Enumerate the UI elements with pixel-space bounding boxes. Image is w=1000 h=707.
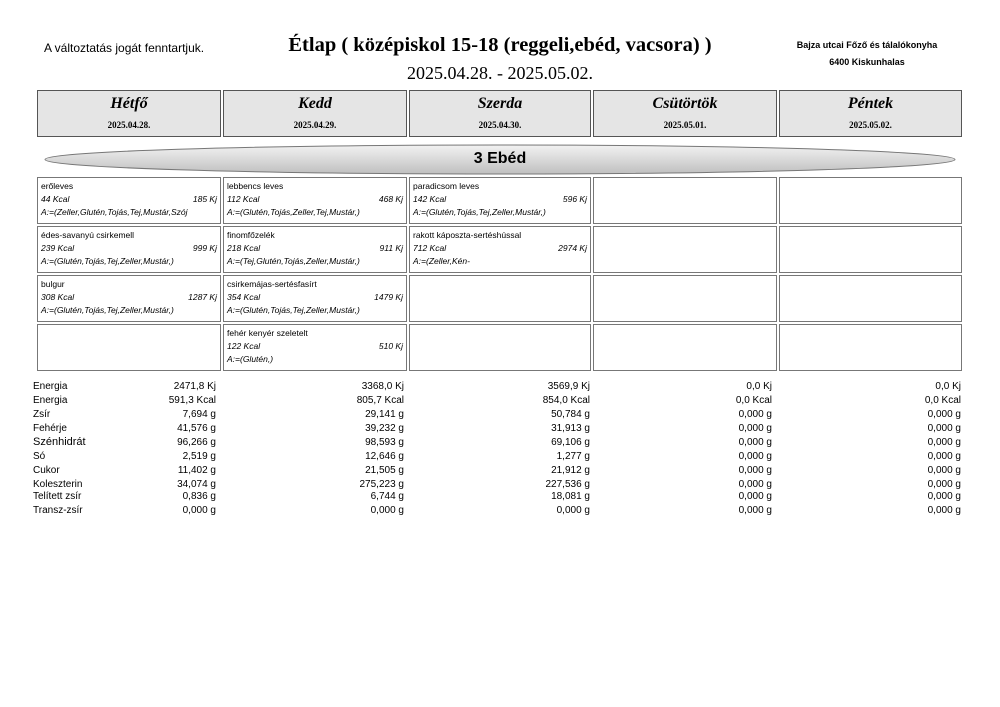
- nutrient-label: Fehérje: [33, 423, 67, 434]
- dish-allergens: A:=(Tej,Glutén,Tojás,Zeller,Mustár,): [227, 256, 360, 266]
- nutrient-value: 854,0 Kcal: [542, 395, 590, 406]
- dish-energy-row: [227, 243, 403, 253]
- dish-energy-row: [227, 341, 403, 351]
- dish-kcal: 218 Kcal: [227, 243, 261, 253]
- dish-allergens: A:=(Glutén,Tojás,Tej,Zeller,Mustár,): [413, 207, 546, 217]
- nutrient-value: 0,000 g: [738, 491, 772, 502]
- page-title: Étlap ( középiskol 15-18 (reggeli,ebéd, vacsora) ): [288, 34, 712, 56]
- nutrient-value: 0,000 g: [927, 437, 961, 448]
- nutrient-value: 31,913 g: [551, 423, 590, 434]
- date-range: 2025.04.28. - 2025.05.02.: [407, 63, 593, 83]
- dish-cell: [409, 324, 591, 371]
- nutrition-summary: [0, 381, 1000, 521]
- dish-kj: 911 Kj: [379, 243, 403, 253]
- nutrient-value: 0,000 g: [927, 505, 961, 516]
- dish-name: paradicsom leves: [413, 181, 480, 191]
- org-address: 6400 Kiskunhalas: [829, 57, 905, 67]
- nutrient-value: 11,402 g: [177, 465, 216, 476]
- day-date: 2025.04.30.: [478, 120, 522, 130]
- nutrient-label: Transz-zsír: [33, 505, 83, 516]
- dish-allergens: A:=(Glutén,Tojás,Zeller,Tej,Mustár,): [227, 207, 360, 217]
- dish-cell: [593, 275, 777, 322]
- dish-kj: 1287 Kj: [188, 292, 217, 302]
- day-date: 2025.05.02.: [849, 120, 892, 130]
- dish-name: bulgur: [41, 279, 65, 289]
- dish-name: rakott káposzta-sertéshússal: [413, 230, 522, 240]
- dish-kj: 1479 Kj: [374, 292, 403, 302]
- day-name: Szerda: [477, 95, 523, 112]
- dish-cell: [593, 324, 777, 371]
- nutrient-value: 96,266 g: [177, 437, 216, 448]
- dish-cell: [409, 226, 591, 273]
- dish-name: fehér kenyér szeletelt: [227, 328, 308, 338]
- dish-energy-row: [227, 292, 403, 302]
- day-name: Hétfő: [110, 95, 148, 112]
- nutrient-value: 0,836 g: [182, 491, 216, 502]
- nutrient-value: 50,784 g: [551, 409, 590, 420]
- day-date: 2025.04.29.: [293, 120, 337, 130]
- dish-kcal: 142 Kcal: [413, 194, 447, 204]
- dish-kcal: 44 Kcal: [41, 194, 70, 204]
- nutrient-label: Koleszterin: [33, 479, 83, 490]
- dish-cell: [223, 226, 407, 273]
- nutrient-value: 2471,8 Kj: [173, 381, 216, 392]
- dish-allergens: A:=(Glutén,): [227, 354, 274, 364]
- nutrient-value: 0,000 g: [182, 505, 216, 516]
- day-date: 2025.05.01.: [663, 120, 707, 130]
- nutrient-label: Zsír: [33, 409, 51, 420]
- nutrient-value: 0,000 g: [927, 465, 961, 476]
- dish-cell: [37, 177, 221, 224]
- dish-allergens: A:=(Glutén,Tojás,Tej,Zeller,Mustár,): [227, 305, 360, 315]
- nutrient-value: 0,000 g: [370, 505, 404, 516]
- nutrient-value: 805,7 Kcal: [356, 395, 404, 406]
- dish-cell: [37, 324, 221, 371]
- day-date: 2025.04.28.: [107, 120, 151, 130]
- dish-kcal: 122 Kcal: [227, 341, 261, 351]
- day-header-tuesday: [223, 90, 407, 137]
- dish-allergens: A:=(Glutén,Tojás,Tej,Zeller,Mustár,): [41, 256, 174, 266]
- day-name: Kedd: [298, 95, 332, 112]
- dish-kj: 510 Kj: [378, 341, 403, 351]
- nutrient-value: 0,000 g: [738, 451, 772, 462]
- nutrient-value: 0,000 g: [927, 491, 961, 502]
- nutrient-value: 0,000 g: [927, 451, 961, 462]
- day-name: Csütörtök: [652, 95, 718, 112]
- dish-name: lebbencs leves: [227, 181, 284, 191]
- dish-kj: 999 Kj: [192, 243, 217, 253]
- meal-label: 3 Ebéd: [473, 150, 527, 167]
- nutrient-value: 69,106 g: [551, 437, 590, 448]
- nutrient-value: 3569,9 Kj: [547, 381, 590, 392]
- organization-info: [782, 37, 952, 71]
- nutrient-value: 18,081 g: [551, 491, 590, 502]
- nutrient-value: 0,000 g: [738, 505, 772, 516]
- dish-kj: 2974 Kj: [558, 243, 587, 253]
- nutrient-value: 2,519 g: [182, 451, 216, 462]
- nutrient-value: 21,912 g: [551, 465, 590, 476]
- nutrient-value: 6,744 g: [370, 491, 404, 502]
- dish-name: édes-savanyú csirkemell: [41, 230, 135, 240]
- dish-energy-row: [413, 243, 587, 253]
- dish-cell: [779, 275, 962, 322]
- dish-energy-row: [41, 292, 217, 302]
- nutrient-value: 227,536 g: [545, 479, 590, 490]
- nutrient-value: 0,000 g: [738, 423, 772, 434]
- dish-kj: 468 Kj: [378, 194, 403, 204]
- nutrient-value: 0,000 g: [927, 409, 961, 420]
- day-header-monday: [37, 90, 221, 137]
- nutrient-value: 0,000 g: [738, 409, 772, 420]
- dish-name: erőleves: [41, 181, 74, 191]
- nutrient-value: 34,074 g: [177, 479, 216, 490]
- nutrient-value: 1,277 g: [556, 451, 590, 462]
- nutrient-value: 0,000 g: [738, 465, 772, 476]
- nutrient-value: 0,0 Kcal: [735, 395, 772, 406]
- dish-energy-row: [41, 194, 217, 204]
- nutrient-value: 0,0 Kcal: [924, 395, 961, 406]
- nutrient-label: Energia: [33, 395, 68, 406]
- day-header-friday: [779, 90, 962, 137]
- dish-cell: [593, 177, 777, 224]
- nutrient-value: 0,000 g: [738, 479, 772, 490]
- nutrient-value: 591,3 Kcal: [168, 395, 216, 406]
- nutrient-value: 41,576 g: [177, 423, 216, 434]
- nutrient-value: 98,593 g: [365, 437, 404, 448]
- dish-kcal: 112 Kcal: [227, 194, 260, 204]
- nutrient-value: 12,646 g: [365, 451, 404, 462]
- dish-cell: [409, 275, 591, 322]
- nutrient-value: 7,694 g: [182, 409, 216, 420]
- dish-allergens: A:=(Glutén,Tojás,Tej,Zeller,Mustár,): [41, 305, 174, 315]
- nutrient-value: 0,0 Kj: [935, 381, 961, 392]
- dish-cell: [779, 324, 962, 371]
- dish-allergens: A:=(Zeller,Glutén,Tojás,Tej,Mustár,Szój: [41, 207, 188, 217]
- dish-cell: [37, 275, 221, 322]
- dish-kcal: 712 Kcal: [413, 243, 447, 253]
- nutrient-label: Cukor: [33, 465, 60, 476]
- nutrient-value: 0,000 g: [556, 505, 590, 516]
- nutrient-label: Telített zsír: [33, 491, 82, 502]
- day-header-thursday: [593, 90, 777, 137]
- day-header-wednesday: [409, 90, 591, 137]
- nutrient-value: 3368,0 Kj: [361, 381, 404, 392]
- nutrient-label: Szénhidrát: [33, 436, 86, 448]
- dish-cell: [223, 275, 407, 322]
- dish-kcal: 239 Kcal: [41, 243, 75, 253]
- dish-name: finomfőzelék: [227, 230, 275, 240]
- nutrient-value: 0,0 Kj: [746, 381, 772, 392]
- nutrient-value: 0,000 g: [738, 437, 772, 448]
- nutrient-label: Energia: [33, 381, 68, 392]
- dish-cell: [37, 226, 221, 273]
- dish-energy-row: [41, 243, 217, 253]
- dish-energy-row: [227, 194, 403, 204]
- nutrient-value: 21,505 g: [365, 465, 404, 476]
- nutrient-value: 29,141 g: [365, 409, 404, 420]
- org-name: Bajza utcai Főző és tálalókonyha: [796, 40, 938, 50]
- dish-kj: 596 Kj: [562, 194, 587, 204]
- dish-energy-row: [413, 194, 587, 204]
- dish-cell: [779, 177, 962, 224]
- dish-kcal: 308 Kcal: [41, 292, 75, 302]
- nutrient-value: 39,232 g: [365, 423, 404, 434]
- dish-name: csirkemájas-sertésfasírt: [227, 279, 317, 289]
- dish-cell: [779, 226, 962, 273]
- nutrient-value: 0,000 g: [927, 423, 961, 434]
- nutrient-value: 0,000 g: [927, 479, 961, 490]
- nutrient-label: Só: [33, 451, 46, 462]
- dish-cell: [409, 177, 591, 224]
- notice-text: A változtatás jogát fenntartjuk.: [44, 41, 205, 55]
- dish-allergens: A:=(Zeller,Kén-: [413, 256, 470, 266]
- dish-cell: [593, 226, 777, 273]
- dish-cell: [223, 177, 407, 224]
- dish-kj: 185 Kj: [192, 194, 217, 204]
- dish-kcal: 354 Kcal: [227, 292, 261, 302]
- day-name: Péntek: [847, 95, 894, 112]
- nutrient-value: 275,223 g: [359, 479, 404, 490]
- dish-cell: [223, 324, 407, 371]
